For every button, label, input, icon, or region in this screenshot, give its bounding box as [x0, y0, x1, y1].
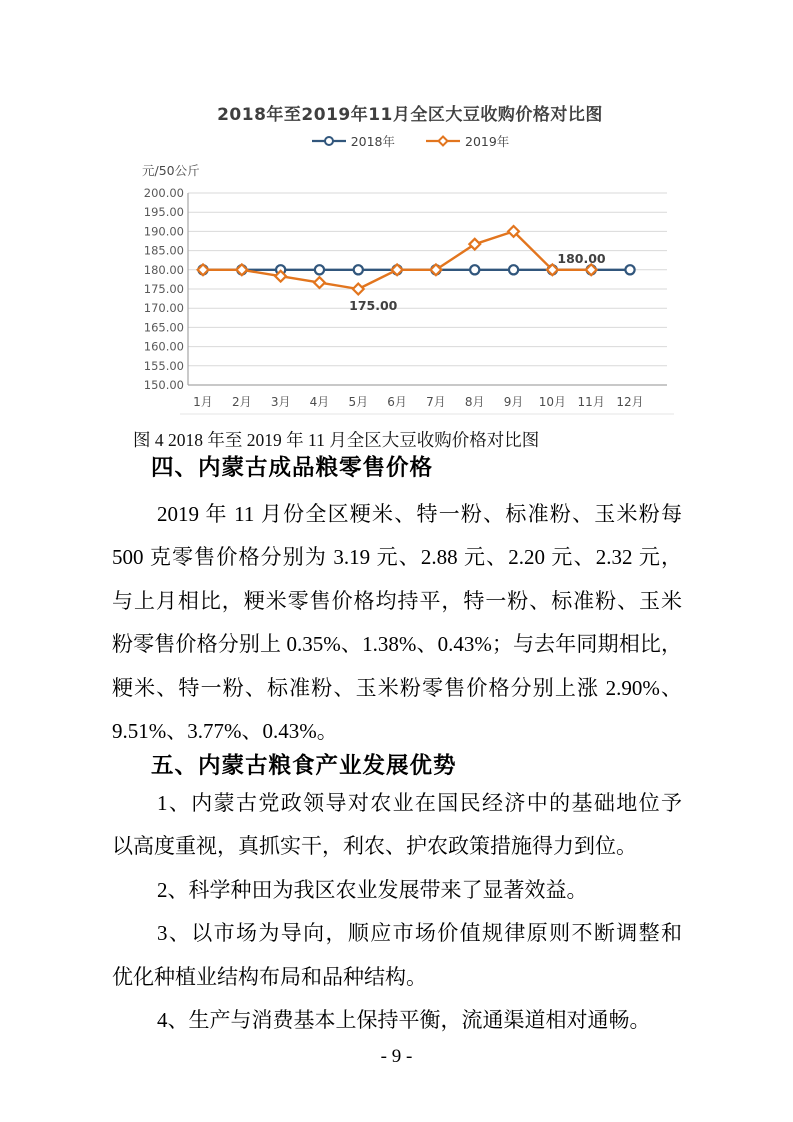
document-text-line: 3、以市场为导向，顺应市场价值规律原则不断调整和	[157, 921, 682, 946]
svg-text:180.00: 180.00	[557, 250, 606, 266]
svg-text:200.00: 200.00	[143, 186, 184, 200]
legend-label: 2019年	[465, 134, 510, 149]
svg-text:8月: 8月	[464, 395, 485, 409]
svg-text:12月: 12月	[616, 395, 644, 409]
legend-circle-marker-icon	[311, 134, 347, 148]
chart-plot-area	[140, 155, 680, 419]
svg-text:10月: 10月	[538, 395, 567, 409]
chart-title: 2018年至2019年11月全区大豆收购价格对比图	[217, 105, 603, 125]
svg-text:9月: 9月	[503, 395, 524, 409]
svg-text:150.00: 150.00	[143, 378, 184, 392]
document-text-line: 以高度重视，真抓实干，利农、护农政策措施得力到位。	[112, 834, 637, 859]
document-text-line: 500 克零售价格分别为 3.19 元、2.88 元、2.20 元、2.32 元，	[112, 545, 682, 570]
legend-diamond-marker-icon	[425, 134, 461, 148]
svg-text:170.00: 170.00	[143, 301, 184, 316]
svg-text:4月: 4月	[309, 395, 330, 409]
svg-text:1月: 1月	[193, 395, 213, 409]
svg-text:6月: 6月	[387, 395, 407, 409]
section-4-body	[112, 493, 682, 753]
svg-text:185.00: 185.00	[143, 243, 184, 258]
svg-text:160.00: 160.00	[143, 339, 184, 354]
svg-text:元/50公斤: 元/50公斤	[142, 163, 200, 178]
document-text-line: 9.51%、3.77%、0.43%。	[112, 719, 338, 744]
section-heading-5: 五、内蒙古粮食产业发展优势	[151, 753, 457, 778]
legend-item	[425, 132, 509, 150]
section-heading-4: 四、内蒙古成品粮零售价格	[151, 455, 434, 480]
document-text-line: 2019 年 11 月份全区粳米、特一粉、标准粉、玉米粉每	[157, 502, 682, 526]
figure-caption: 图 4 2018 年至 2019 年 11 月全区大豆收购价格对比图	[133, 430, 540, 450]
document-text-line: 与上月相比，粳米零售价格均持平，特一粉、标准粉、玉米	[112, 588, 682, 613]
document-text-line: 1、内蒙古党政领导对农业在国民经济中的基础地位予	[157, 791, 682, 815]
svg-text:180.00: 180.00	[143, 262, 184, 277]
svg-text:11月: 11月	[577, 395, 605, 409]
document-text-line: 4、生产与消费基本上保持平衡，流通渠道相对通畅。	[157, 1008, 651, 1033]
svg-text:165.00: 165.00	[143, 320, 184, 335]
svg-text:175.00: 175.00	[143, 282, 184, 296]
svg-text:155.00: 155.00	[143, 358, 184, 373]
svg-text:195.00: 195.00	[143, 205, 184, 220]
document-text-line: 粉零售价格分别上 0.35%、1.38%、0.43%；与去年同期相比，	[112, 632, 682, 657]
document-text-line: 优化种植业结构布局和品种结构。	[112, 964, 427, 989]
svg-text:3月: 3月	[270, 395, 291, 409]
svg-text:2月: 2月	[231, 395, 252, 409]
document-text-line: 粳米、特一粉、标准粉、玉米粉零售价格分别上涨 2.90%、	[112, 675, 682, 700]
svg-text:190.00: 190.00	[143, 224, 184, 239]
document-text-line: 2、科学种田为我区农业发展带来了显著效益。	[157, 877, 588, 902]
svg-text:7月: 7月	[426, 395, 446, 409]
page-number: - 9 -	[380, 1046, 413, 1067]
chart-legend	[140, 132, 680, 150]
section-5-body	[112, 782, 682, 1042]
legend-label: 2018年	[350, 134, 395, 149]
svg-text:175.00: 175.00	[349, 298, 398, 313]
svg-text:5月: 5月	[348, 395, 369, 409]
soybean-price-chart	[140, 98, 680, 428]
legend-item	[311, 132, 395, 150]
